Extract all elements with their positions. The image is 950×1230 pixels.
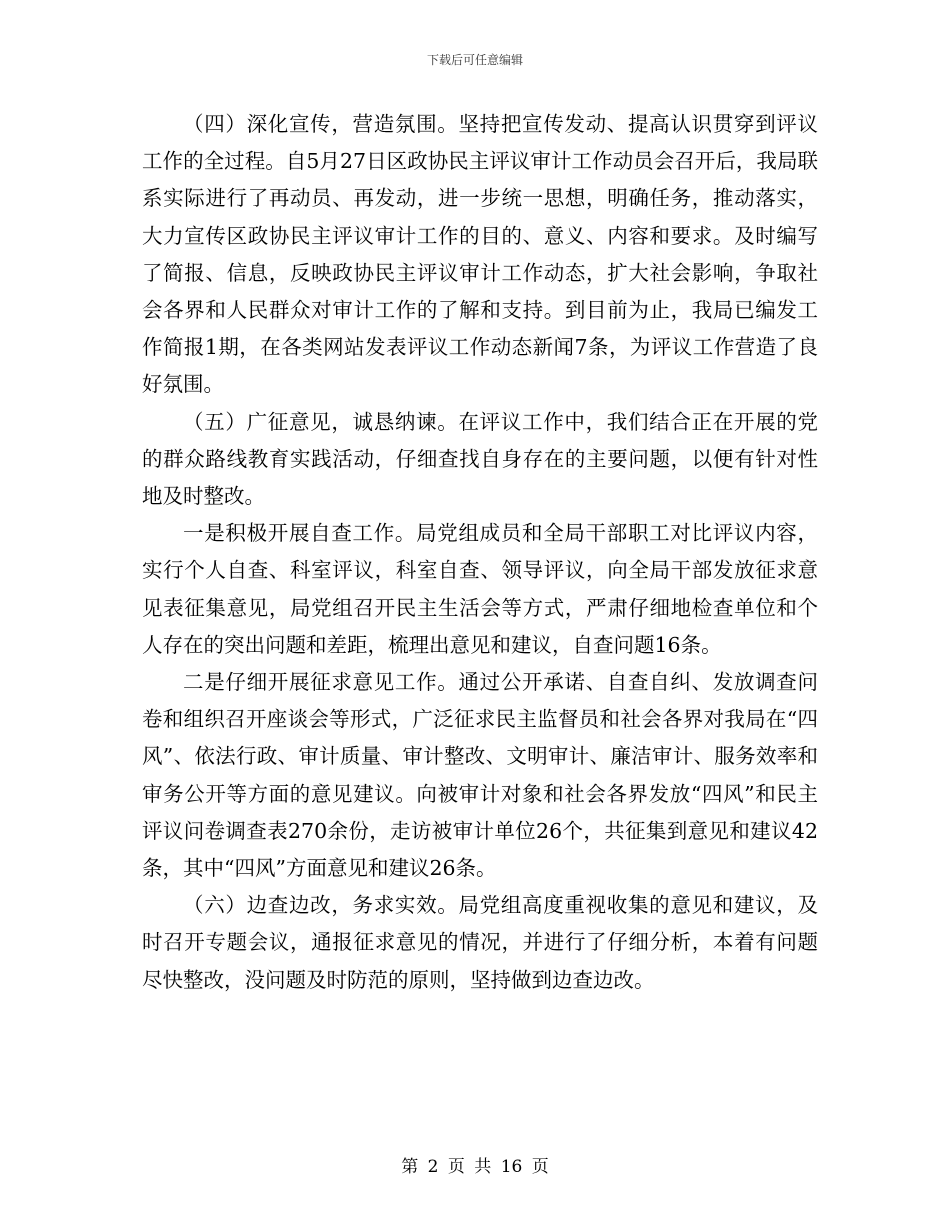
paragraph-solicit-opinions: 二是仔细开展征求意见工作。通过公开承诺、自查自纠、发放调查问卷和组织召开座谈会等形式，广泛征求民主监督员和社会各界对我局在“四风”、依法行政、审计质量、审计整改、文明审计、廉洁审计、服务效率和审务公开等方面的意见建议。向被审计对象和社会各界发放“四风”和民主评议问卷调查表270余份，走访被审计单位26个，共征集到意见和建议42条，其中“四风”方面意见和建议26条。 bbox=[142, 670, 818, 881]
paragraph-opinions: （五）广征意见，诚恳纳谏。在评议工作中，我们结合正在开展的党的群众路线教育实践活动，仔细查找自身存在的主要问题，以便有针对性地及时整改。 bbox=[142, 409, 818, 509]
paragraph-publicity: （四）深化宣传，营造氛围。坚持把宣传发动、提高认识贯穿到评议工作的全过程。自5月27日区政协民主评议审计工作动员会召开后，我局联系实际进行了再动员、再发动，进一步统一思想，明确任务，推动落实，大力宣传区政协民主评议审计工作的目的、意义、内容和要求。及时编写了简报、信息，反映政协民主评议审计工作动态，扩大社会影响，争取社会各界和人民群众对审计工作的了解和支持。到目前为止，我局已编发工作简报1期，在各类网站发表评议工作动态新闻7条，为评议工作营造了良好氛围。 bbox=[142, 112, 818, 397]
page-number: 第 2 页 共 16 页 bbox=[401, 1157, 549, 1177]
paragraph-rectification: （六）边查边改，务求实效。局党组高度重视收集的意见和建议，及时召开专题会议，通报征求意见的情况，并进行了仔细分析，本着有问题尽快整改，没问题及时防范的原则，坚持做到边查边改。 bbox=[142, 893, 818, 992]
paragraph-self-check: 一是积极开展自查工作。局党组成员和全局干部职工对比评议内容，实行个人自查、科室评议，科室自查、领导评议，向全局干部发放征求意见表征集意见，局党组召开民主生活会等方式，严肃仔细地检查单位和个人存在的突出问题和差距，梳理出意见和建议，自查问题16条。 bbox=[142, 521, 818, 657]
page-header-note: 下载后可任意编辑 bbox=[426, 53, 523, 67]
document-body bbox=[142, 106, 818, 999]
